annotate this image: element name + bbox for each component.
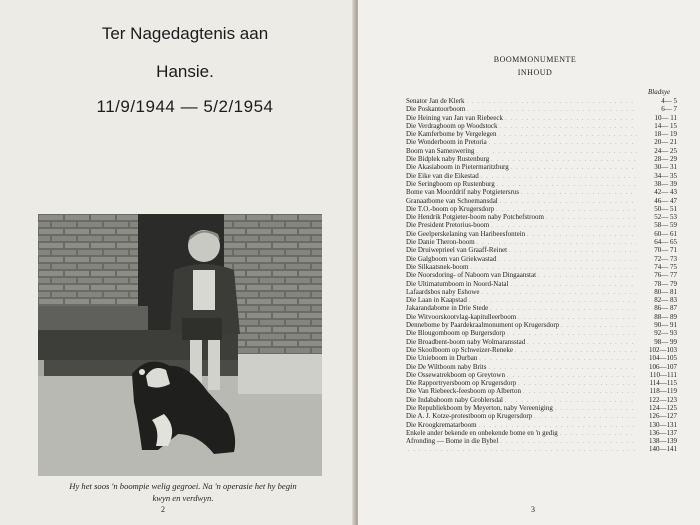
toc-entry-pages: 118—119 <box>649 387 677 396</box>
toc-dot-leader <box>488 365 637 373</box>
toc-entry-title: Die T.O.-boom op Krugersdorp <box>406 204 495 213</box>
toc-dot-leader <box>555 406 637 414</box>
toc-entry <box>406 346 677 354</box>
toc-entry-pages: 72— 73 <box>654 254 677 263</box>
toc-dot-leader <box>500 439 637 447</box>
caption-line-2: kwyn en verdwyn. <box>152 493 214 503</box>
toc-entry-title: Senator Jan de Klerk <box>406 97 465 105</box>
toc-entry-pages: 38— 39 <box>654 179 677 188</box>
toc-entry <box>406 271 677 279</box>
toc-entry-pages: 106—107 <box>649 362 677 371</box>
toc-entry <box>406 147 677 155</box>
toc-dot-leader <box>527 232 637 240</box>
toc-entry <box>406 296 677 304</box>
toc-entry-title: Die Eike van die Eikestad <box>406 171 479 180</box>
toc-entry-title: Die Noorsdoring- of Naboom van Dingaanstat <box>406 271 537 280</box>
toc-dot-leader <box>499 132 637 140</box>
toc-entry-pages: 92— 93 <box>654 329 677 338</box>
toc-dot-leader <box>408 447 637 455</box>
toc-entry-pages: 86— 87 <box>654 304 677 313</box>
toc-entry-pages: 30— 31 <box>654 163 677 172</box>
toc-entry <box>406 180 677 188</box>
toc-entry <box>406 363 677 371</box>
toc-dot-leader <box>521 190 637 198</box>
toc-entry <box>406 238 677 246</box>
page-number-left: 2 <box>161 505 165 514</box>
toc-entry <box>406 114 677 122</box>
toc-entry <box>406 421 677 429</box>
toc-entry-title: Die Laan in Kaapstad <box>406 296 467 305</box>
toc-entry <box>406 130 677 138</box>
toc-entry-pages: 10— 11 <box>654 113 677 122</box>
toc-entry-title: Die Indababoom naby Groblersdal <box>406 395 503 404</box>
toc-dot-leader <box>546 215 637 223</box>
toc-dot-leader <box>500 199 637 207</box>
toc-entry <box>406 288 677 296</box>
toc-entry-pages: 82— 83 <box>654 296 677 305</box>
toc-entry-title: Die Rapportryersboom op Krugersdorp <box>406 379 517 388</box>
toc-entry-pages: 74— 75 <box>654 262 677 271</box>
toc-entry-title: Die President Pretorius-boom <box>406 221 490 230</box>
caption-line-1: Hy het soos 'n boompie welig gegroei. Na 'n operasie het hy begin <box>69 481 297 491</box>
toc-entry <box>406 437 677 445</box>
toc-dot-leader <box>498 257 637 265</box>
toc-dot-leader <box>523 389 637 397</box>
toc-entry <box>406 105 677 113</box>
toc-entry-pages: 88— 89 <box>654 312 677 321</box>
toc-entry <box>406 445 677 453</box>
toc-entry-title: Dennebome by Paardekraalmonument op Krugersdorp <box>406 321 560 330</box>
page-number-right: 3 <box>531 505 535 514</box>
toc-entry-title: Die Wonderboom in Pretoria <box>406 138 487 147</box>
toc-entry-pages: 58— 59 <box>654 221 677 230</box>
toc-dot-leader <box>467 99 637 107</box>
toc-entry-pages: 14— 15 <box>654 121 677 130</box>
dedication-line-2: Hansie. <box>156 62 214 81</box>
toc-entry-title: Die Witvoorskootvlag-kapitulleerboom <box>406 312 517 321</box>
toc-entry <box>406 97 677 105</box>
toc-entry <box>406 329 677 337</box>
toc-entry-pages: 70— 71 <box>654 246 677 255</box>
toc-entry <box>406 412 677 420</box>
toc-entry <box>406 371 677 379</box>
toc-entry-title: Die Druiweprieel van Graaff-Reinet <box>406 246 508 255</box>
toc-entry-pages: 104—105 <box>649 354 677 363</box>
toc-entry-pages: 124—125 <box>649 403 677 412</box>
toc-entry-title: Die Ossewatrekboom op Greytown <box>406 370 505 379</box>
toc-entry-title: Die Blougomboom op Burgersdorp <box>406 329 506 338</box>
toc-entry-pages: 138—139 <box>649 437 677 446</box>
toc-dot-leader <box>527 340 637 348</box>
toc-entry-pages: 102—103 <box>649 345 677 354</box>
toc-entry-title: Granaatbome van Schoemansdal <box>406 196 498 205</box>
toc-dot-leader <box>561 323 637 331</box>
toc-entry-title: Die Hendrik Potgieter-boom naby Potchefstroom <box>406 213 544 222</box>
toc-entry-title: Die Kroogkrematarboom <box>406 420 477 429</box>
toc-entry-title: Die Poskantoorboom <box>406 105 466 114</box>
toc-entry-title: Die De Wiltboom naby Brits <box>406 362 487 371</box>
toc-dot-leader <box>491 157 637 165</box>
toc-entry-pages: 114—115 <box>649 379 677 388</box>
toc-entry-title: Lafaardsbos naby Eshowe <box>406 287 480 296</box>
toc-entry-title: Bome van Moorddrif naby Potgietersrus <box>406 188 520 197</box>
toc-entry-pages: 122—123 <box>649 395 677 404</box>
toc-entry-pages: 28— 29 <box>654 155 677 164</box>
toc-entry-title: Die Ultimatumboom in Noord-Natal <box>406 279 509 288</box>
toc-entry <box>406 263 677 271</box>
toc-entry <box>406 230 677 238</box>
toc-entry <box>406 213 677 221</box>
pages-column-label: Bladsye <box>648 88 671 96</box>
toc-dot-leader <box>489 140 637 148</box>
toc-entry-title: Die Republiekboom by Meyerton, naby Vereeniging <box>406 403 553 412</box>
toc-entry-pages: 130—131 <box>649 420 677 429</box>
toc-dot-leader <box>479 356 637 364</box>
toc-dot-leader <box>511 165 637 173</box>
toc-entry-title: Afronding — Bome in die Bybel <box>406 437 499 446</box>
toc-entry-pages: 34— 35 <box>654 171 677 180</box>
toc-entry-pages: 18— 19 <box>654 130 677 139</box>
toc-entry <box>406 396 677 404</box>
toc-entry-title: Die Skoolboom op Schweizer-Reneke <box>406 345 513 354</box>
toc-entry-title: Die Kamferbome by Vergelegen <box>406 130 497 139</box>
toc-dot-leader <box>481 174 637 182</box>
toc-entry-pages: 126—127 <box>649 412 677 421</box>
toc-entry-title: Die A. J. Kotze-protestboom op Krugersdorp <box>406 412 533 421</box>
toc-entry-pages: 98— 99 <box>654 337 677 346</box>
toc-entry-title: Die Heining van Jan van Riebeeck <box>406 113 503 122</box>
toc-entry-pages: 64— 65 <box>654 238 677 247</box>
toc-entry <box>406 354 677 362</box>
toc-entry <box>406 304 677 312</box>
table-of-contents <box>406 97 677 454</box>
toc-dot-leader <box>507 373 637 381</box>
photo-caption <box>38 480 328 504</box>
toc-entry-title: Die Broadbent-boom naby Wolmaransstad <box>406 337 526 346</box>
toc-entry-pages: 42— 43 <box>654 188 677 197</box>
toc-entry <box>406 313 677 321</box>
toc-entry-pages: 6— 7 <box>661 105 677 114</box>
dedication-line-1: Ter Nagedagtenis aan <box>101 24 269 43</box>
toc-dot-leader <box>538 273 637 281</box>
toc-entry <box>406 155 677 163</box>
toc-entry-title: Die Verdragboom op Woodstock <box>406 121 498 130</box>
toc-entry-title: Die Akasiaboom in Pietermaritzburg <box>406 163 509 172</box>
toc-entry-pages: 60— 61 <box>654 229 677 238</box>
toc-entry-pages: 52— 53 <box>654 213 677 222</box>
boy-with-dog-photo <box>38 214 322 476</box>
toc-entry-pages: 136—137 <box>649 428 677 437</box>
toc-dot-leader <box>560 431 637 439</box>
toc-dot-leader <box>481 290 637 298</box>
toc-entry <box>406 404 677 412</box>
toc-entry-title: Die Silkaatsnek-boom <box>406 262 469 271</box>
toc-entry <box>406 387 677 395</box>
memorial-photo <box>38 214 322 476</box>
toc-dot-leader <box>509 248 637 256</box>
toc-dot-leader <box>505 116 637 124</box>
toc-entry <box>406 172 677 180</box>
toc-entry <box>406 138 677 146</box>
toc-entry-pages: 80— 81 <box>654 287 677 296</box>
toc-entry-pages: 140—141 <box>649 445 677 454</box>
toc-entry <box>406 338 677 346</box>
toc-entry-pages: 20— 21 <box>654 138 677 147</box>
contents-subheading: INHOUD <box>517 68 553 77</box>
toc-entry-pages: 46— 47 <box>654 196 677 205</box>
toc-entry <box>406 255 677 263</box>
toc-dot-leader <box>469 298 637 306</box>
toc-entry <box>406 379 677 387</box>
toc-entry-pages: 110—111 <box>649 370 677 379</box>
toc-entry-title: Die Unieboom in Durban <box>406 354 478 363</box>
toc-entry <box>406 221 677 229</box>
toc-entry-pages: 76— 77 <box>654 271 677 280</box>
toc-dot-leader <box>510 282 637 290</box>
toc-entry <box>406 122 677 130</box>
toc-entry-title: Boom van Sameswering <box>406 146 475 155</box>
toc-dot-leader <box>476 149 637 157</box>
toc-entry <box>406 321 677 329</box>
toc-dot-leader <box>515 348 637 356</box>
toc-entry-title: Die Galgboom van Griekwastad <box>406 254 497 263</box>
toc-entry-pages: 90— 91 <box>654 321 677 330</box>
toc-entry-title: Die Geelperskelaning van Haribeesfontein <box>406 229 526 238</box>
toc-entry <box>406 197 677 205</box>
toc-entry-pages: 24— 25 <box>654 146 677 155</box>
toc-dot-leader <box>534 414 637 422</box>
toc-entry <box>406 188 677 196</box>
toc-entry-title: Die Van Riebeeck-feesboom op Alberton <box>406 387 521 396</box>
toc-entry-title: Die Danie Theron-boom <box>406 238 475 247</box>
dedication-dates: 11/9/1944 — 5/2/1954 <box>96 97 274 116</box>
toc-entry-title: Jakarandabome in Drie Stede <box>406 304 489 313</box>
toc-entry-title: Die Seringboom op Rustenburg <box>406 179 495 188</box>
toc-entry-title: Enkele ander bekende en onbekende bome en 'n gedig <box>406 428 558 437</box>
toc-entry-pages: 78— 79 <box>654 279 677 288</box>
toc-dot-leader <box>518 381 637 389</box>
toc-entry-pages: 4— 5 <box>661 97 677 105</box>
toc-entry <box>406 246 677 254</box>
toc-entry <box>406 280 677 288</box>
toc-entry <box>406 163 677 171</box>
toc-entry <box>406 429 677 437</box>
contents-heading: BOOMMONUMENTE <box>493 55 577 64</box>
toc-entry <box>406 205 677 213</box>
toc-dot-leader <box>500 124 637 132</box>
toc-entry-title: Die Bidplek naby Rustenburg <box>406 155 490 164</box>
toc-entry-pages: 50— 51 <box>654 204 677 213</box>
